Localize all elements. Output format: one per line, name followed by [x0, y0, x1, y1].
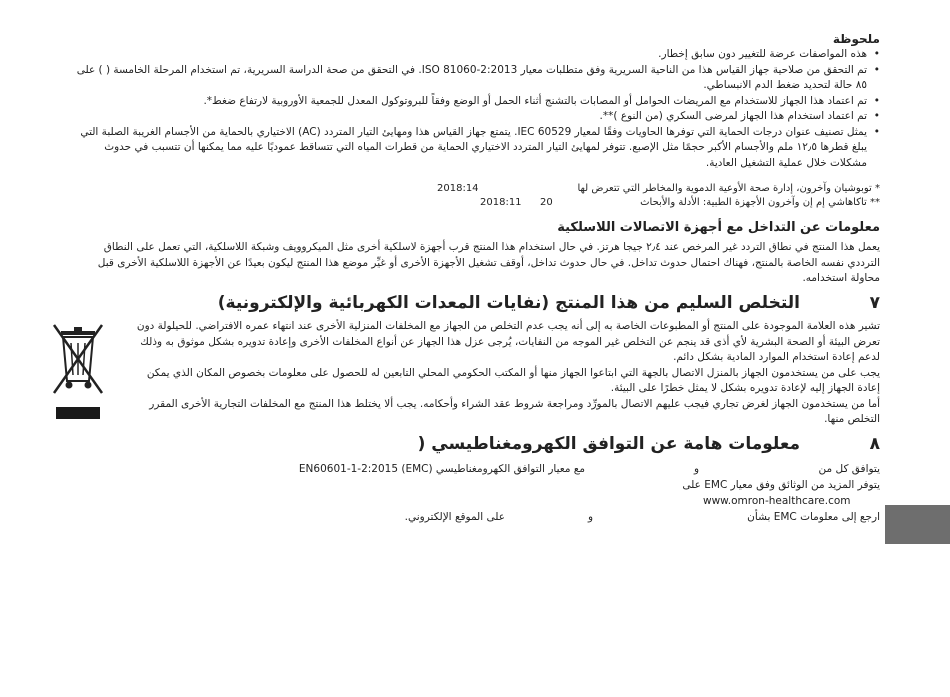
wireless-heading: معلومات عن التداخل مع أجهزة الاتصالات اللاسلكية	[557, 220, 880, 235]
section-8-title: معلومات هامة عن التوافق الكهرومغناطيسي (	[417, 434, 800, 454]
note-title: ملحوظة	[832, 32, 880, 46]
footnote-2: ** تاكاهاشي إم إن وآخرون الأجهزة الطبية: الأدلة والأبحاث	[640, 197, 880, 208]
emc-line-1-start: يتوافق كل من	[818, 463, 880, 475]
note-bullet-2: • تم التحقق من صلاحية جهاز القياس هذا من الناحية السريرية وفق متطلبات معيار ISO 81060-2:2013. في التحقق من صحة الدراسة السريرية، تم استخدام المرحلة الخامسة ( ) على ٨٥ حالة لتحديد ضغط الدم الانبساطي.	[70, 63, 880, 94]
note-bullet-4: • تم اعتماد استخدام هذا الجهاز لمرضى السكري (من النوع )**.	[70, 109, 880, 125]
section-7-paragraph-1: تشير هذه العلامة الموجودة على المنتج أو المطبوعات الخاصة به إلى أنه يجب عدم التخلص من الجهاز مع المخلفات المنزلية الأخرى عند انتهاء عمره الافتراضي. للحيلولة دون تعرض البيئة أو الصحة البشرية لأي أذى قد ينجم عن التخلص غير الموجه من النفايات، يُرجى عزل هذا الجهاز عن أنواع المخلفات الأخرى وإعادة تدويره بشكل موثوق به وذلك لدعم إعادة استخدام الموارد المادية بشكل دائم.	[136, 320, 880, 363]
emc-line-1-end: مع معيار التوافق الكهرومغناطيسي (EMC) EN60601-1-2:2015	[298, 463, 585, 475]
footnote-2-ref2: 2018:11	[480, 197, 522, 208]
section-7-heading	[70, 293, 880, 317]
section-8-heading	[70, 434, 880, 458]
section-7-title: التخلص السليم من هذا المنتج (نفايات المعدات الكهربائية والإلكترونية)	[217, 293, 800, 313]
note-bullet-1: • هذه المواصفات عرضة للتغيير دون سابق إخطار.	[70, 47, 880, 63]
section-7-number: ٧	[869, 293, 880, 313]
footnote-2-ref1: 20	[540, 197, 553, 208]
omron-url-link[interactable]: www.omron-healthcare.com	[703, 495, 851, 507]
emc-line-3-and: و	[588, 511, 594, 523]
language-tab-marker	[885, 505, 950, 544]
section-7-paragraph-2: يجب على من يستخدمون الجهاز بالمنزل الاتصال بالجهة التي ابتاعوا الجهاز منها أو المكتب الحكومي المحلي التابعين له للحصول على معلومات بخصوص المكان الذي يمكن إعادة الجهاز إليه لإعادة تدويره بشكل لا يمثل خطرًا على البيئة.	[146, 366, 880, 394]
emc-line-1-and: و	[694, 463, 700, 475]
section-7-body	[125, 319, 880, 428]
footnote-1: * توبوشيان وآخرون، إدارة صحة الأوعية الدموية والمخاطر التي تتعرض لها	[577, 183, 880, 194]
note-bullet-5: • يمثل تصنيف عنوان درجات الحماية التي توفرها الحاويات وفقًا لمعيار IEC 60529. يتمتع جهاز القياس هذا ومهايئ التيار المتردد (AC) الاختياري بالحماية من الأجسام الغريبة الصلبة التي يبلغ قطرها ١٢٫٥ ملم والأجسام الأكبر حجمًا مثل الإصبع. تتوفر لمهايئ التيار المتردد الاختياري الحماية من قطرات المياه التي تتساقط عموديًا عليه مما يمكنها أن تتسبب في حدوث مشكلات خلال عملية التشغيل العادية.	[70, 125, 880, 172]
emc-line-3-start: ارجع إلى معلومات EMC بشأن	[747, 511, 880, 523]
wireless-paragraph: يعمل هذا المنتج في نطاق التردد غير المرخص عند ٢٫٤ جيجا هرتز. في حال استخدام هذا المنتج قرب أجهزة لاسلكية أخرى مثل الميكروويف وشبكة اللاسلكية، التي تعمل على النطاق الترددي نفسه الخاصة بالمنتج، فهناك احتمال حدوث تداخل. في حال حدوث تداخل، أوقف تشغيل الأجهزة الأخرى أو غيِّر موضع هذا المنتج ليكون بعيدًا عن الأجهزة اللاسلكية الأخرى قبل محاولة استخدامه.	[97, 241, 880, 284]
note-bullet-3: • تم اعتماد هذا الجهاز للاستخدام مع المريضات الحوامل أو المصابات بالتشنج أثناء الحمل أو الوضع وفقاً للبروتوكول المعدل للجمعية الأوروبية لارتفاع ضغط*.	[70, 94, 880, 110]
crossed-out-wheeled-bin-icon	[52, 323, 104, 421]
section-7-paragraph-3: أما من يستخدمون الجهاز لغرض تجاري فيجب عليهم الاتصال بالمورِّد ومراجعة شروط عقد الشراء وأحكامه. يجب ألا يختلط هذا المنتج مع المخلفات التجارية الأخرى المقرر التخلص منها.	[149, 397, 880, 425]
footnote-1-ref: 2018:14	[437, 183, 479, 194]
note-bullets	[70, 47, 880, 171]
emc-line-3-end: على الموقع الإلكتروني.	[404, 511, 505, 523]
emc-line-2: يتوفر المزيد من الوثائق وفق معيار EMC على	[682, 479, 880, 491]
section-8-number: ٨	[869, 434, 880, 454]
